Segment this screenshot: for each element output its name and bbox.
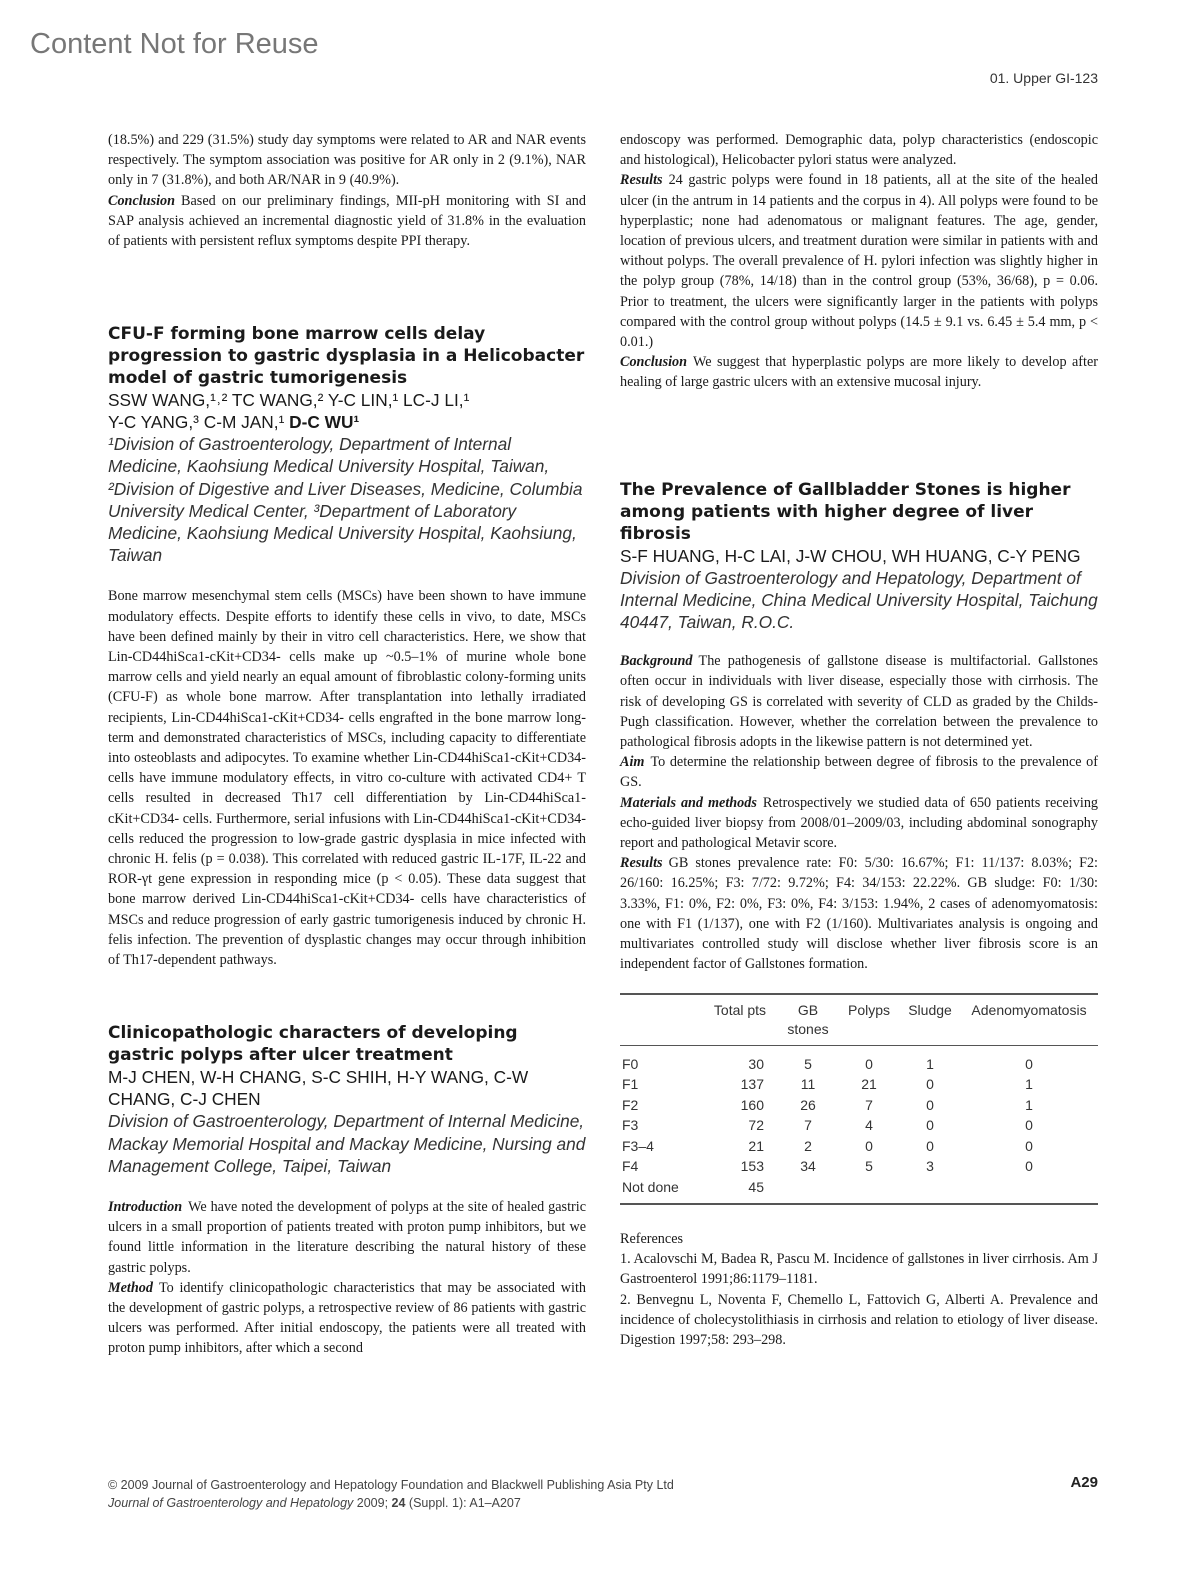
table-cell: 0 <box>865 1137 873 1154</box>
table-cell: 3 <box>926 1158 934 1175</box>
section-label: Background <box>620 653 693 670</box>
abstract-title: The Prevalence of Gallbladder Stones is higher among patients with higher degree of liver fibrosis <box>620 479 1071 544</box>
reference-item: 2. Benvegnu L, Noventa F, Chemello L, Fattovich G, Alberti A. Prevalence and incidence of cholecystolithiasis in cirrhosis and relation to etiology of liver disease. Digestion 1997;58: 293–298. <box>620 1291 1098 1349</box>
table-cell: 21 <box>748 1137 764 1154</box>
left-column <box>108 130 586 1359</box>
table-cell: 0 <box>865 1055 873 1072</box>
table-cell: 137 <box>740 1076 764 1093</box>
previous-abstract-end <box>108 130 586 251</box>
row-label-cell: F4 <box>622 1158 639 1175</box>
abstract-title: CFU-F forming bone marrow cells delay progression to gastric dysplasia in a Helicobacter model of gastric tumorigenesis <box>108 324 585 389</box>
section-label: Conclusion <box>620 354 688 371</box>
table-cell: 26 <box>800 1096 816 1113</box>
table-cell: 5 <box>804 1055 812 1072</box>
table-cell <box>838 1177 900 1205</box>
page-number: A29 <box>1070 1474 1098 1491</box>
row-label-cell: F1 <box>622 1076 639 1093</box>
table-cell: 7 <box>865 1096 873 1113</box>
abstract-authors: M-J CHEN, W-H CHANG, S-C SHIH, H-Y WANG, C-W CHANG, C-J CHEN <box>108 1067 529 1110</box>
section-text: 24 gastric polyps were found in 18 patients, all at the site of the healed ulcer (in the antrum in 14 patients and the corpus in 4). All polyps were found to be hyperplastic; none had adenomatous or malignant features. The age, gender, location of previous ulcers, and treatment duration were similar in patients with and without polyps. The overall prevalence of H. pylori infection was slightly higher in the polyp group (78%, 14/18) than in the control group (53%, 36/68), p = 0.06. Prior to treatment, the ulcers were significantly larger in the patients with polyps compared with the control group without polyps (14.5 ± 9.1 vs. 6.45 ± 5.4 mm, p < 0.01.) <box>620 172 1098 351</box>
fibrosis-gallstone-table <box>620 993 1098 1206</box>
intro-paragraph <box>108 1197 586 1278</box>
running-head: 01. Upper GI-123 <box>989 70 1098 86</box>
table-row <box>620 1136 1098 1157</box>
abstract-body <box>620 651 1098 974</box>
section-label: Results <box>620 172 663 189</box>
table-cell: 4 <box>865 1117 873 1134</box>
table-header-cell: Sludge <box>900 994 960 1046</box>
previous-conclusion <box>108 191 586 252</box>
author-line: SSW WANG,¹˒² TC WANG,² Y-C LIN,¹ LC-J LI,¹ <box>108 390 470 411</box>
row-label-cell: F2 <box>622 1096 639 1113</box>
table-row <box>620 1115 1098 1136</box>
journal-issue: (Suppl. 1): A1–A207 <box>405 1496 521 1510</box>
abstract-cfu-f <box>108 323 586 970</box>
table-cell: 0 <box>1025 1117 1033 1134</box>
journal-volume: 24 <box>391 1496 406 1510</box>
table-cell: 21 <box>861 1076 877 1093</box>
abstract-affiliation: Division of Gastroenterology and Hepatology, Department of Internal Medicine, China Medical University Hospital, Taichung 40447, Taiwan, R.O.C. <box>620 567 1098 633</box>
conclusion-paragraph <box>620 352 1098 392</box>
table-cell: 0 <box>1025 1055 1033 1072</box>
row-label-cell: Not done <box>620 1177 702 1205</box>
results-paragraph <box>620 853 1098 974</box>
section-text: GB stones prevalence rate: F0: 5/30: 16.67%; F1: 11/137: 8.03%; F2: 26/160: 16.25%; F3: 7/72: 9.72%; F4: 34/153: 22.22%. GB sludge: F0: 1/30: 3.33%, F1: 0%, F2: 0%, F3: 0%, F4: 3/153: 1.94%, 2 cases of adenomyomatosis: one with F1 (1/137), one with F2 (1/160). Multivariates analysis is ongoing and multivariates controlled study will disclose whether liver fibrosis score is an independent factor of Gallstones formation. <box>620 855 1098 973</box>
table-header-cell: Adenomyomatosis <box>960 994 1098 1046</box>
presenting-author: D-C WU¹ <box>289 412 360 433</box>
table-header-cell: GB stones <box>778 994 838 1046</box>
references-heading: References <box>620 1231 684 1247</box>
section-text: We have noted the development of polyps at the site of healed gastric ulcers in a small proportion of patients treated with proton pump inhibitors, but we found little information in the literature describing the natural history of these gastric polyps. <box>108 1198 586 1276</box>
table-cell: 11 <box>800 1076 816 1093</box>
abstract-gastric-polyps-continued <box>620 130 1098 393</box>
row-label-cell: F3 <box>622 1117 639 1134</box>
right-column <box>620 130 1098 1350</box>
reference-item: 1. Acalovschi M, Badea R, Pascu M. Incidence of gallstones in liver cirrhosis. Am J Gastroenterol 1991;86:1179–1181. <box>620 1251 1098 1288</box>
table-cell: 0 <box>1025 1137 1033 1154</box>
table-cell <box>900 1177 960 1205</box>
table-cell <box>960 1177 1098 1205</box>
section-text: The pathogenesis of gallstone disease is multifactorial. Gallstones often occur in individuals with liver disease, especially those with cirrhosis. The risk of developing GS is correlated with severity of CLD as graded by the Childs-Pugh classification. However, whether the correlation between the prevalence to pathological fibrosis adopts in the likewise pattern is not determined yet. <box>620 653 1098 751</box>
copyright-line: © 2009 Journal of Gastroenterology and Hepatology Foundation and Blackwell Publishing Asia Pty Ltd <box>108 1478 674 1492</box>
references-list <box>620 1249 1098 1350</box>
table-cell: 0 <box>926 1096 934 1113</box>
table-cell: 0 <box>1025 1158 1033 1175</box>
abstract-authors <box>108 389 586 433</box>
abstract-gastric-polyps <box>108 1022 586 1358</box>
section-label: Conclusion <box>108 192 176 209</box>
abstract-affiliation: ¹Division of Gastroenterology, Department of Internal Medicine, Kaohsiung Medical University Hospital, Taiwan, ²Division of Digestive and Liver Diseases, Medicine, Columbia University Medical Center, ³Department of Laboratory Medicine, Kaohsiung Medical University Hospital, Kaohsiung, Taiwan <box>108 434 583 566</box>
section-text: We suggest that hyperplastic polyps are more likely to develop after healing of large gastric ulcers with an extensive mucosal injury. <box>620 354 1098 391</box>
section-label: Method <box>108 1279 153 1296</box>
abstract-title: Clinicopathologic characters of developing gastric polyps after ulcer treatment <box>108 1023 518 1066</box>
table-row <box>620 1045 1098 1074</box>
table-cell: 1 <box>1025 1096 1033 1113</box>
table-row <box>620 1095 1098 1116</box>
abstract-gallbladder-stones <box>620 479 1098 1351</box>
abstract-affiliation: Division of Gastroenterology, Department of Internal Medicine, Mackay Memorial Hospital and Mackay Medicine, Nursing and Management College, Taipei, Taiwan <box>108 1111 586 1176</box>
table-cell: 45 <box>702 1177 778 1205</box>
methods-paragraph <box>620 793 1098 854</box>
table-cell: 7 <box>804 1117 812 1134</box>
section-text: To determine the relationship between degree of fibrosis to the prevalence of GS. <box>620 754 1098 791</box>
table-row <box>620 1156 1098 1177</box>
row-label-cell: F0 <box>622 1055 639 1072</box>
table-cell: 0 <box>926 1137 934 1154</box>
table-row <box>620 1177 1098 1205</box>
table-cell: 153 <box>740 1158 764 1175</box>
results-paragraph <box>620 170 1098 352</box>
table-cell: 34 <box>800 1158 816 1175</box>
table-cell: 1 <box>926 1055 934 1072</box>
watermark: Content Not for Reuse <box>30 28 319 60</box>
table-body <box>620 1045 1098 1204</box>
body-paragraph: Bone marrow mesenchymal stem cells (MSCs) have been shown to have immune modulatory effects. Despite efforts to identify these cells in vivo, to date, MSCs have been defined mainly by their in vitro cell characteristics. Here, we show that Lin-CD44hiSca1-cKit+CD34- cells make up ~0.5–1% of murine whole bone marrow cells and yield nearly an equal amount of fibroblastic colony-forming units (CFU-F) as whole bone marrow. After transplantation into lethally irradiated recipients, Lin-CD44hiSca1-cKit+CD34- cells engrafted in the bone marrow long-term and demonstrated characteristics of MSCs, including capacity to differentiate into osteoblasts and adipocytes. To examine whether Lin-CD44hiSca1-cKit+CD34- cells have immune modulatory effects, in vitro co-culture with activated CD4+ T cells resulted in decreased Th17 cell differentiation by Lin-CD44hiSca1-cKit+CD34- cells. Furthermore, serial infusions with Lin-CD44hiSca1-cKit+CD34- cells reduced the progression to low-grade gastric dysplasia in mice infected with chronic H. felis (p = 0.038). This correlated with reduced gastric IL-17F, IL-22 and ROR-γt gene expression in responding mice (p < 0.05). These data suggest that bone marrow derived Lin-CD44hiSca1-cKit+CD34- cells have characteristics of MSCs and reduce progression of early gastric tumorigenesis induced by chronic H. felis infection. The prevention of dysplastic changes may occur through inhibition of Th17-dependent pathways. <box>108 588 586 969</box>
abstract-body <box>108 1197 586 1359</box>
section-label: Results <box>620 855 663 872</box>
table-header-cell: Polyps <box>838 994 900 1046</box>
abstract-authors: S-F HUANG, H-C LAI, J-W CHOU, WH HUANG, C-Y PENG <box>620 545 1081 566</box>
table-cell: 0 <box>926 1117 934 1134</box>
previous-paragraph: (18.5%) and 229 (31.5%) study day symptoms were related to AR and NAR events respectively. The symptom association was positive for AR only in 2 (9.1%), NAR only in 7 (31.8%), and both AR/NAR in 9 (40.9%). <box>108 132 586 189</box>
author-line: Y-C YANG,³ C-M JAN,¹ <box>108 412 290 433</box>
journal-name: Journal of Gastroenterology and Hepatology <box>108 1496 354 1510</box>
section-label: Introduction <box>108 1198 183 1215</box>
table-header-row <box>620 994 1098 1046</box>
table-cell: 0 <box>926 1076 934 1093</box>
background-paragraph <box>620 651 1098 752</box>
section-text: Based on our preliminary findings, MII-pH monitoring with SI and SAP analysis achieved an incremental diagnostic yield of 31.8% in the evaluation of patients with persistent reflux symptoms despite PPI therapy. <box>108 192 586 250</box>
journal-citation <box>108 1494 1098 1512</box>
body-paragraph: endoscopy was performed. Demographic data, polyp characteristics (endoscopic and histological), Helicobacter pylori status were analyzed. <box>620 132 1098 169</box>
section-label: Aim <box>620 754 645 771</box>
abstract-body <box>108 586 586 970</box>
table-header-cell: Total pts <box>702 994 778 1046</box>
section-text: Retrospectively we studied data of 650 patients receiving echo-guided liver biopsy from 2008/01–2009/03, including abdominal sonography report and pathological Metavir score. <box>620 794 1099 852</box>
table-cell: 1 <box>1025 1076 1033 1093</box>
table-header-cell <box>620 994 702 1046</box>
table-cell: 72 <box>748 1117 764 1134</box>
table-cell: 160 <box>740 1096 764 1113</box>
section-text: To identify clinicopathologic characteristics that may be associated with the development of gastric polyps, a retrospective review of 86 patients with gastric ulcers was performed. After initial endoscopy, the patients were all treated with proton pump inhibitors, after which a second <box>108 1279 586 1357</box>
section-label: Materials and methods <box>620 794 757 811</box>
table-row <box>620 1074 1098 1095</box>
table-cell <box>778 1177 838 1205</box>
row-label-cell: F3–4 <box>622 1137 654 1154</box>
table-cell: 30 <box>748 1055 764 1072</box>
table-cell: 2 <box>804 1137 812 1154</box>
table-cell: 5 <box>865 1158 873 1175</box>
page-footer <box>108 1476 1098 1512</box>
journal-year: 2009; <box>353 1496 392 1510</box>
aim-paragraph <box>620 752 1098 792</box>
method-paragraph <box>108 1278 586 1359</box>
